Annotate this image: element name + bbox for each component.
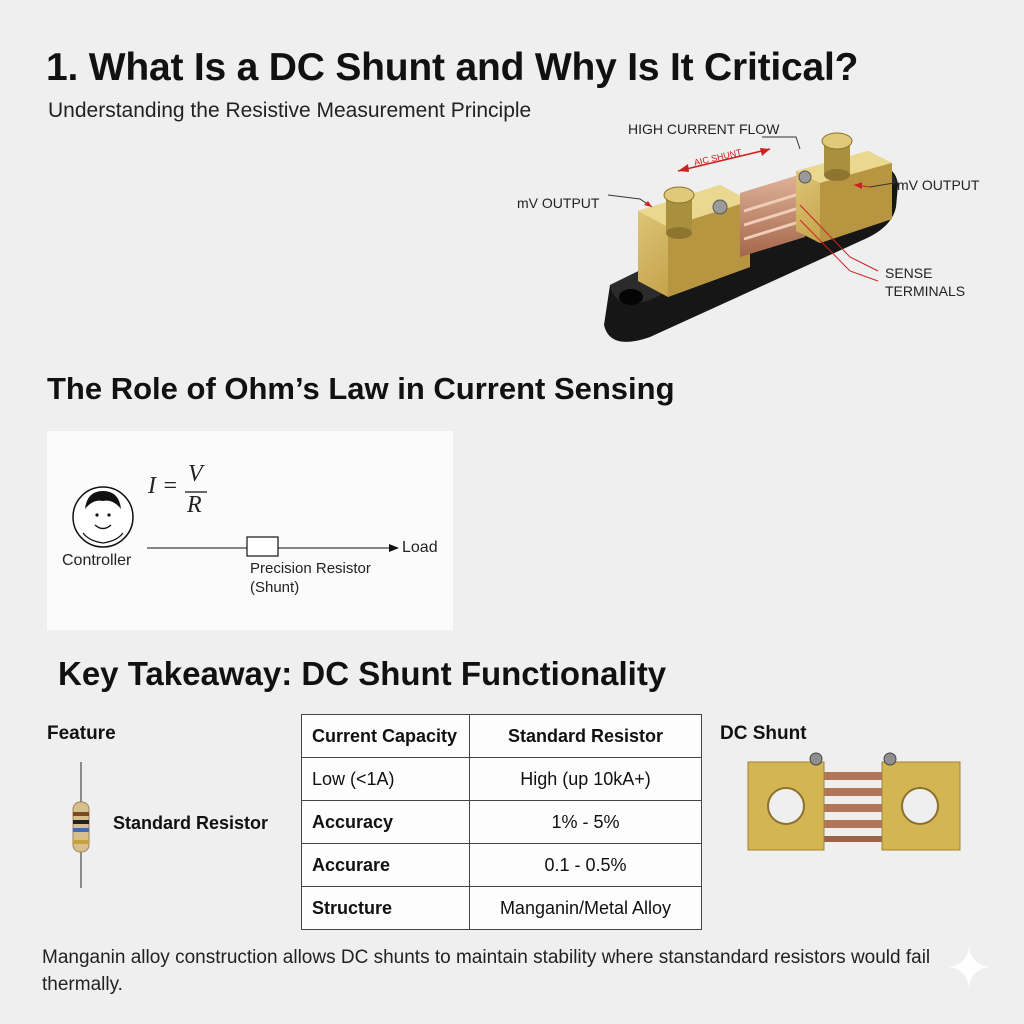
table-cell: Current Capacity (302, 715, 470, 758)
dc-shunt-label: DC Shunt (720, 723, 807, 744)
standard-resistor-image (66, 762, 96, 888)
table-cell: Standard Resistor (470, 715, 702, 758)
circuit-drawing (47, 431, 453, 630)
callout-sense-line1: SENSE (885, 265, 933, 281)
table-cell: High (up 10kA+) (470, 758, 702, 801)
callout-high-current-flow: HIGH CURRENT FLOW (628, 121, 780, 137)
page-title: 1. What Is a DC Shunt and Why Is It Critical? (46, 46, 859, 89)
table-row (302, 887, 702, 930)
resistor-symbol (247, 537, 278, 556)
arrow-icon (389, 544, 399, 552)
table-header-row (302, 715, 702, 758)
standard-resistor-label: Standard Resistor (113, 813, 269, 833)
dc-shunt-image (746, 750, 962, 854)
table-cell: Accuracy (302, 801, 470, 844)
callout-mv-output-right: mV OUTPUT (897, 177, 980, 193)
footer-note: Manganin alloy construction allows DC shunts to maintain stability where stanstandard resistors would fail thermally. (42, 947, 931, 995)
controller-label: Controller (62, 552, 132, 569)
left-bolt (664, 187, 694, 239)
formula-numerator: V (188, 461, 203, 487)
table-cell: Accurare (302, 844, 470, 887)
table-row (302, 801, 702, 844)
ohms-law-heading: The Role of Ohm’s Law in Current Sensing (47, 371, 675, 406)
table-cell: 0.1 - 0.5% (470, 844, 702, 887)
table-cell: Manganin/Metal Alloy (470, 887, 702, 930)
right-bolt (822, 133, 852, 181)
table-row (302, 844, 702, 887)
feature-label: Feature (47, 723, 116, 744)
callout-sense-line2: TERMINALS (885, 283, 966, 299)
comparison-table (301, 714, 702, 930)
table-cell: Structure (302, 887, 470, 930)
callout-arrow-text: AIC SHUNT (693, 147, 743, 168)
resistor-label-line2: (Shunt) (250, 579, 300, 596)
table-cell: Low (<1A) (302, 758, 470, 801)
ohms-law-diagram (47, 431, 453, 630)
formula-lhs: I = (148, 473, 179, 499)
page-subtitle: Understanding the Resistive Measurement Principle (48, 99, 532, 122)
callout-mv-output-left: mV OUTPUT (517, 195, 600, 211)
key-takeaway-heading: Key Takeaway: DC Shunt Functionality (58, 655, 667, 692)
resistor-label-line1: Precision Resistor (250, 560, 371, 577)
table-row (302, 758, 702, 801)
controller-face-icon (73, 487, 133, 547)
load-label: Load (402, 539, 438, 556)
formula-denominator: R (187, 492, 202, 518)
sparkle-icon (946, 944, 992, 990)
table-cell: 1% - 5% (470, 801, 702, 844)
dc-shunt-photo (500, 115, 1000, 355)
